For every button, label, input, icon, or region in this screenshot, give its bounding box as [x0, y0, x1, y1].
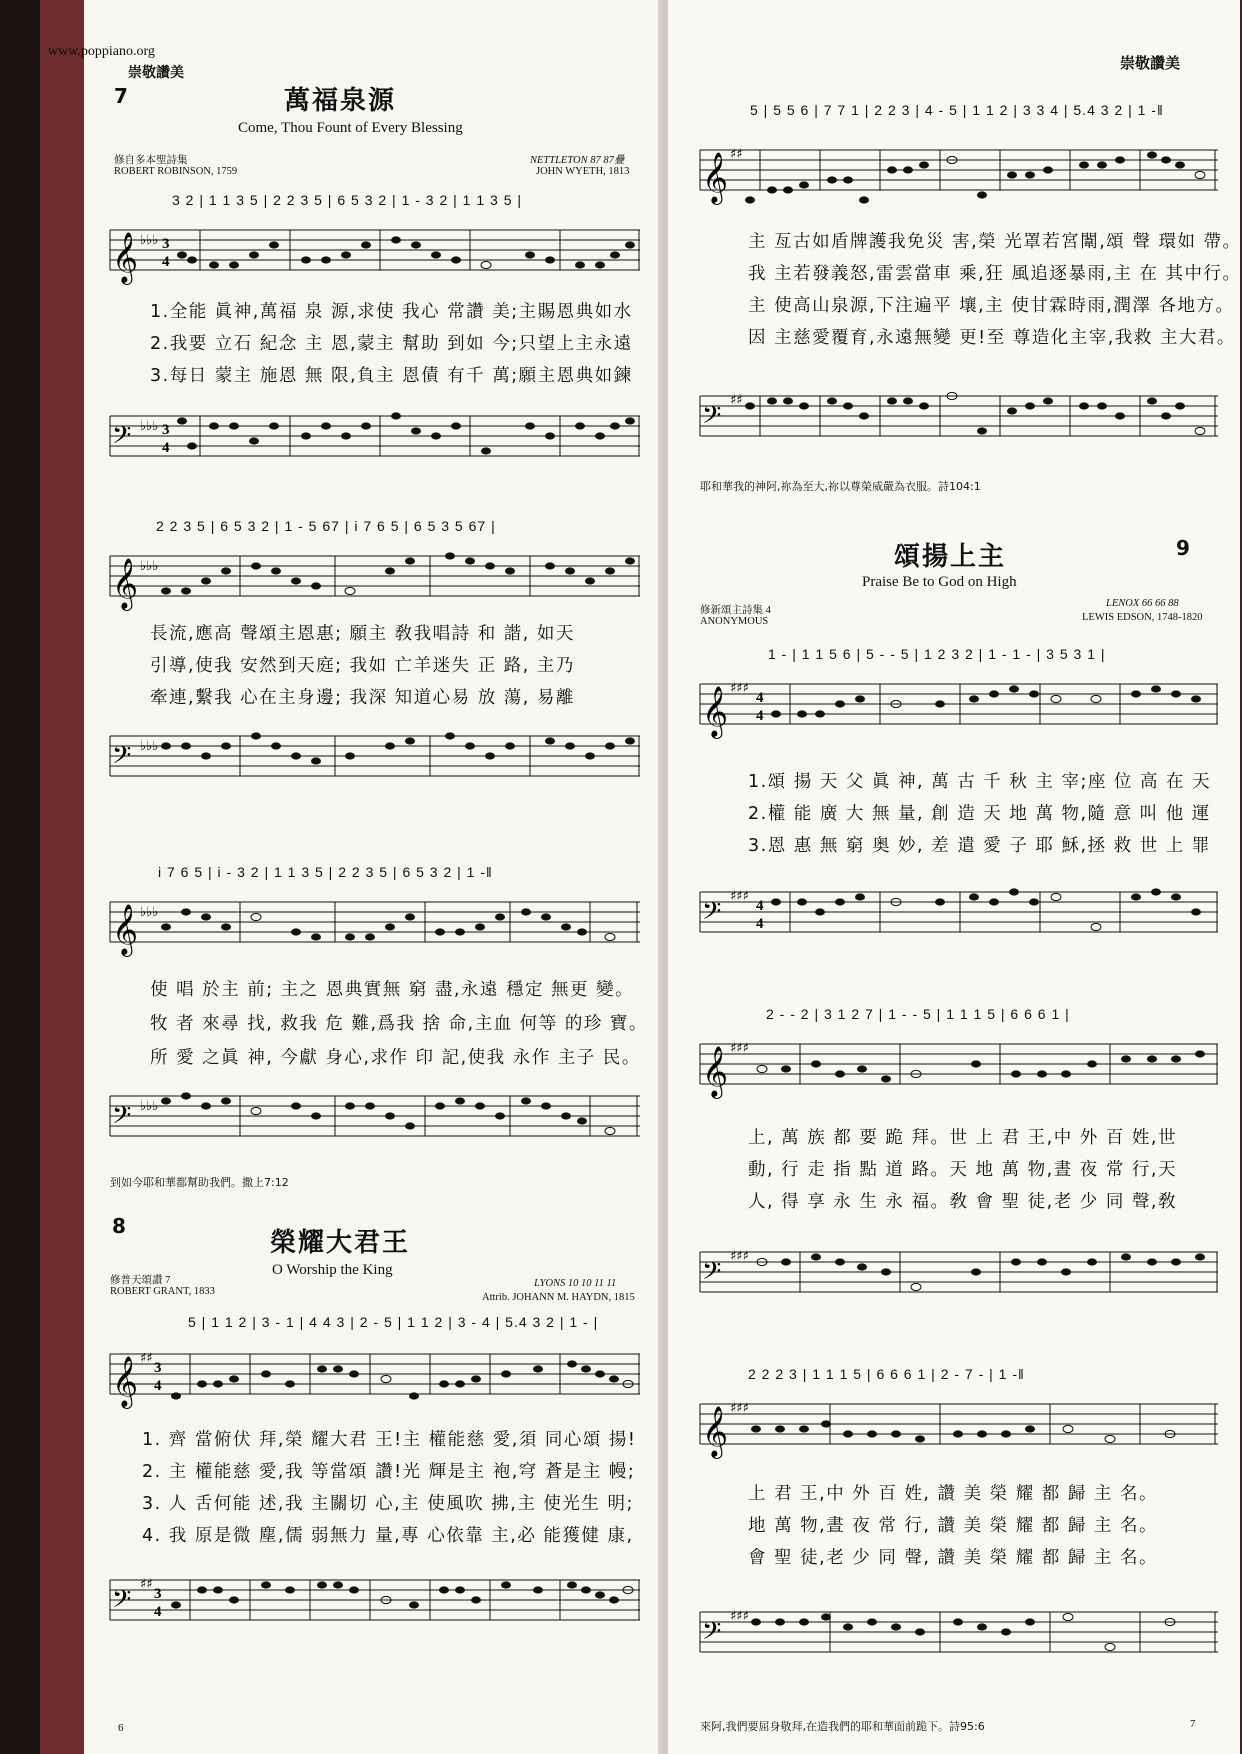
hymn8-lyric-1-v4: 4. 我 原是微 塵,儒 弱無力 量,專 心依靠 主,必 能獲健 康,	[142, 1526, 634, 1546]
svg-text:♯♯♯: ♯♯♯	[730, 681, 749, 696]
hymn8-lyric-1-v3: 3. 人 舌何能 述,我 主關切 心,主 使風吹 拂,主 使光生 明;	[142, 1494, 634, 1514]
hymn9-bass-staff-1	[700, 872, 1218, 952]
right-page	[668, 0, 1240, 1754]
hymn7-credit-author: ROBERT ROBINSON, 1759	[114, 166, 238, 177]
hymn8-lyric-1-v2: 2. 主 權能慈 愛,我 等當頌 讚!光 輝是主 袍,穹 蒼是主 幔;	[142, 1462, 636, 1482]
svg-text:♯♯♯: ♯♯♯	[730, 1401, 749, 1416]
hymn9-bass-staff-3	[700, 1592, 1218, 1672]
hymn7-treble-staff-2	[110, 536, 640, 609]
svg-text:𝄢: 𝄢	[112, 741, 132, 776]
hymn7-number: 7	[114, 84, 128, 108]
svg-text:4: 4	[162, 440, 170, 456]
svg-text:♯♯♯: ♯♯♯	[730, 1041, 749, 1056]
hymn8-jianpu-2: 5 | 5 5 6 | 7 7 1 | 2 2 3 | 4 - 5 | 1 1 2 | 3 3 4 | 5.4 3 2 | 1 -‖	[750, 102, 1164, 118]
svg-text:𝄞: 𝄞	[112, 558, 139, 609]
svg-text:4: 4	[162, 254, 170, 270]
hymn7-treble-staff-1	[110, 210, 640, 283]
hymn8-scripture: 耶和華我的神阿,祢為至大,祢以尊榮威嚴為衣服。詩104:1	[700, 480, 981, 493]
hymn7-bass-staff-1	[110, 396, 640, 466]
hymn7-treble-staff-3	[110, 882, 640, 955]
running-header-left: 崇敬讚美	[128, 65, 184, 81]
hymn7-lyric-2-v1: 長流,應高 聲頌主恩惠; 願主 敎我唱詩 和 諧, 如天	[150, 624, 575, 644]
page-number-right: 7	[1190, 1718, 1196, 1730]
svg-text:𝄞: 𝄞	[112, 1356, 139, 1407]
svg-text:♭♭♭: ♭♭♭	[140, 905, 159, 920]
hymn9-credit-source: 修新頌主詩集 4	[700, 605, 771, 616]
hymn8-jianpu-1: 5 | 1 1 2 | 3 - 1 | 4 4 3 | 2 - 5 | 1 1 2 | 3 - 4 | 5.4 3 2 | 1 - |	[188, 1314, 599, 1330]
hymn9-bass-staff-2	[700, 1232, 1218, 1312]
hymn8-bass-staff-2	[700, 376, 1218, 456]
hymn8-treble-staff-1	[110, 1334, 640, 1407]
hymn8-lyric-2-v3: 主 使高山泉源,下注遍平 壤,主 使甘霖時雨,潤澤 各地方。	[748, 296, 1235, 316]
hymn8-bass-staff-1	[110, 1560, 640, 1630]
book-spine	[0, 0, 40, 1754]
svg-text:𝄢: 𝄢	[112, 1101, 132, 1136]
svg-text:♭♭♭: ♭♭♭	[140, 1099, 159, 1114]
svg-text:3: 3	[154, 1360, 162, 1376]
svg-text:𝄢: 𝄢	[702, 1617, 722, 1652]
hymn8-title: 榮耀大君王	[270, 1228, 411, 1258]
hymn8-lyric-2-v1: 主 亙古如盾牌護我免災 害,榮 光罩若宮闈,頌 聲 環如 帶。	[748, 232, 1242, 252]
svg-text:3: 3	[162, 236, 170, 252]
hymn9-lyric-2-v3: 人, 得 享 永 生 永 福。敎 會 聖 徒,老 少 同 聲,敎	[748, 1192, 1177, 1212]
svg-text:𝄞: 𝄞	[702, 1406, 729, 1457]
hymn7-lyric-3-v3: 所 愛 之眞 神, 今獻 身心,求作 印 記,使我 永作 主子 民。	[150, 1048, 641, 1068]
hymn9-jianpu-2: 2 - - 2 | 3 1 2 7 | 1 - - 5 | 1 1 1 5 | 6 6 6 1 |	[766, 1006, 1070, 1022]
hymn9-treble-staff-3	[700, 1384, 1218, 1464]
svg-text:3: 3	[162, 422, 170, 438]
hymn9-lyric-3-v3: 會 聖 徒,老 少 同 聲, 讚 美 榮 耀 都 歸 主 名。	[748, 1548, 1158, 1568]
hymn8-english-title: O Worship the King	[272, 1262, 393, 1278]
hymn8-credit-source: 修普天頌讚 7	[110, 1275, 171, 1286]
hymn9-english-title: Praise Be to God on High	[862, 574, 1017, 590]
svg-text:𝄢: 𝄢	[112, 1585, 132, 1620]
hymn8-number: 8	[112, 1214, 126, 1238]
svg-text:4: 4	[756, 916, 764, 932]
hymn8-tune: LYONS 10 10 11 11	[534, 1278, 617, 1289]
svg-text:4: 4	[756, 898, 764, 914]
svg-text:♭♭♭: ♭♭♭	[140, 233, 159, 248]
hymn7-lyric-1-v2: 2.我要 立石 紀念 主 恩,蒙主 幫助 到如 今;只望上主永遠	[150, 334, 633, 354]
svg-text:♯♯♯: ♯♯♯	[730, 889, 749, 904]
hymn8-lyric-2-v2: 我 主若發義怒,雷雲當車 乘,狂 風追逐暴雨,主 在 其中行。	[748, 264, 1242, 284]
hymn8-composer: Attrib. JOHANN M. HAYDN, 1815	[482, 1292, 635, 1303]
left-page	[48, 0, 664, 1754]
hymn9-title: 頌揚上主	[894, 542, 1007, 572]
svg-text:♯♯♯: ♯♯♯	[730, 1609, 749, 1624]
hymn9-lyric-1-v2: 2.權 能 廣 大 無 量, 創 造 天 地 萬 物,隨 意 叫 他 運	[748, 804, 1211, 824]
hymn7-lyric-1-v3: 3.每日 蒙主 施恩 無 限,負主 恩債 有千 萬;願主恩典如鍊	[150, 366, 633, 386]
hymn9-credit-author: ANONYMOUS	[700, 616, 769, 627]
hymn9-lyric-3-v1: 上 君 王,中 外 百 姓, 讚 美 榮 耀 都 歸 主 名。	[748, 1484, 1158, 1504]
hymn7-tune: NETTLETON 87 87疊	[530, 155, 625, 166]
hymn8-lyric-2-v4: 因 主慈愛覆育,永遠無變 更!至 尊造化主宰,我救 主大君。	[748, 328, 1236, 348]
hymn9-lyric-2-v1: 上, 萬 族 都 要 跪 拜。世 上 君 王,中 外 百 姓,世	[748, 1128, 1177, 1148]
watermark: www.poppiano.org	[48, 44, 155, 59]
svg-text:♯♯: ♯♯	[140, 1577, 153, 1592]
svg-text:4: 4	[154, 1604, 162, 1620]
svg-text:4: 4	[154, 1378, 162, 1394]
svg-text:♯♯♯: ♯♯♯	[730, 1249, 749, 1264]
hymn7-lyric-1-v1: 1.全能 眞神,萬福 泉 源,求使 我心 常讚 美;主賜恩典如水	[150, 302, 633, 322]
hymn7-scripture: 到如今耶和華都幫助我們。撒上7:12	[110, 1176, 289, 1189]
hymn7-lyric-3-v1: 使 唱 於主 前; 主之 恩典實無 窮 盡,永遠 穩定 無更 變。	[150, 980, 635, 1000]
svg-text:♯♯: ♯♯	[730, 147, 743, 162]
hymn8-credit-author: ROBERT GRANT, 1833	[110, 1286, 215, 1297]
hymn9-treble-staff-1	[700, 664, 1218, 754]
hymn7-english-title: Come, Thou Fount of Every Blessing	[238, 120, 463, 136]
hymn7-lyric-3-v2: 牧 者 來尋 找, 救我 危 難,爲我 捨 命,主血 何等 的珍 寶。	[150, 1014, 648, 1034]
hymn9-treble-staff-2	[700, 1024, 1218, 1104]
hymn9-lyric-3-v2: 地 萬 物,晝 夜 常 行, 讚 美 榮 耀 都 歸 主 名。	[748, 1516, 1158, 1536]
hymn7-bass-staff-2	[110, 716, 640, 786]
hymn7-lyric-2-v3: 牽連,繫我 心在主身邊; 我深 知道心易 放 蕩, 易離	[150, 688, 575, 708]
svg-text:𝄞: 𝄞	[112, 904, 139, 955]
svg-text:𝄞: 𝄞	[702, 686, 729, 737]
hymn8-treble-staff-2	[700, 120, 1218, 210]
svg-text:4: 4	[756, 708, 764, 724]
hymn9-tune: LENOX 66 66 88	[1106, 598, 1179, 609]
hymn8-lyric-1-v1: 1. 齊 當俯伏 拜,榮 耀大君 王!主 權能慈 愛,須 同心頌 揚!	[142, 1430, 637, 1450]
svg-text:𝄞: 𝄞	[702, 152, 729, 203]
hymn9-lyric-2-v2: 動, 行 走 指 點 道 路。天 地 萬 物,晝 夜 常 行,天	[748, 1160, 1177, 1180]
svg-text:♯♯: ♯♯	[140, 1351, 153, 1366]
hymn7-lyric-2-v2: 引導,使我 安然到天庭; 我如 亡羊迷失 正 路, 主乃	[150, 656, 575, 676]
svg-text:♭♭♭: ♭♭♭	[140, 559, 159, 574]
svg-text:♯♯: ♯♯	[730, 393, 743, 408]
hymn9-lyric-1-v3: 3.恩 惠 無 窮 奥 妙, 差 遣 愛 子 耶 穌,拯 救 世 上 罪	[748, 836, 1211, 856]
hymn9-jianpu-1: 1 - | 1 1 5 6 | 5 - - 5 | 1 2 3 2 | 1 - 1 - | 3 5 3 1 |	[768, 646, 1106, 662]
svg-text:𝄢: 𝄢	[702, 897, 722, 932]
hymn9-lyric-1-v1: 1.頌 揚 天 父 眞 神, 萬 古 千 秋 主 宰;座 位 高 在 天	[748, 772, 1212, 792]
svg-text:𝄞: 𝄞	[702, 1046, 729, 1097]
svg-text:4: 4	[756, 690, 764, 706]
hymn9-jianpu-3: 2 2 2 3 | 1 1 1 5 | 6 6 6 1 | 2 - 7 - | 1 -‖	[748, 1366, 1025, 1382]
svg-text:𝄞: 𝄞	[112, 232, 139, 283]
hymn7-jianpu-2: 2 2 3 5 | 6 5 3 2 | 1 - 5 67 | i 7 6 5 | 6 5 3 5 67 |	[156, 518, 496, 534]
svg-text:𝄢: 𝄢	[112, 421, 132, 456]
svg-text:𝄢: 𝄢	[702, 1257, 722, 1292]
hymn7-credit-source: 修自多本聖詩集	[114, 155, 188, 166]
hymn7-jianpu-1: 3 2 | 1 1 3 5 | 2 2 3 5 | 6 5 3 2 | 1 - 3 2 | 1 1 3 5 |	[172, 192, 523, 208]
running-header-right: 崇敬讚美	[1120, 54, 1181, 72]
hymn9-scripture: 來阿,我們要屈身敬拜,在造我們的耶和華面前跪下。詩95:6	[700, 1720, 985, 1733]
hymn7-jianpu-3: i 7 6 5 | i - 3 2 | 1 1 3 5 | 2 2 3 5 | 6 5 3 2 | 1 -‖	[158, 864, 493, 880]
svg-text:♭♭♭: ♭♭♭	[140, 739, 159, 754]
page-number-left: 6	[118, 1722, 124, 1734]
book-binding	[40, 0, 84, 1754]
svg-text:♭♭♭: ♭♭♭	[140, 419, 159, 434]
hymn9-number: 9	[1176, 536, 1190, 560]
hymn7-bass-staff-3	[110, 1076, 640, 1146]
svg-text:𝄢: 𝄢	[702, 401, 722, 436]
hymn9-composer: LEWIS EDSON, 1748-1820	[1082, 612, 1203, 623]
svg-text:3: 3	[154, 1586, 162, 1602]
hymn7-composer: JOHN WYETH, 1813	[536, 166, 630, 177]
hymn7-title: 萬福泉源	[284, 86, 397, 116]
